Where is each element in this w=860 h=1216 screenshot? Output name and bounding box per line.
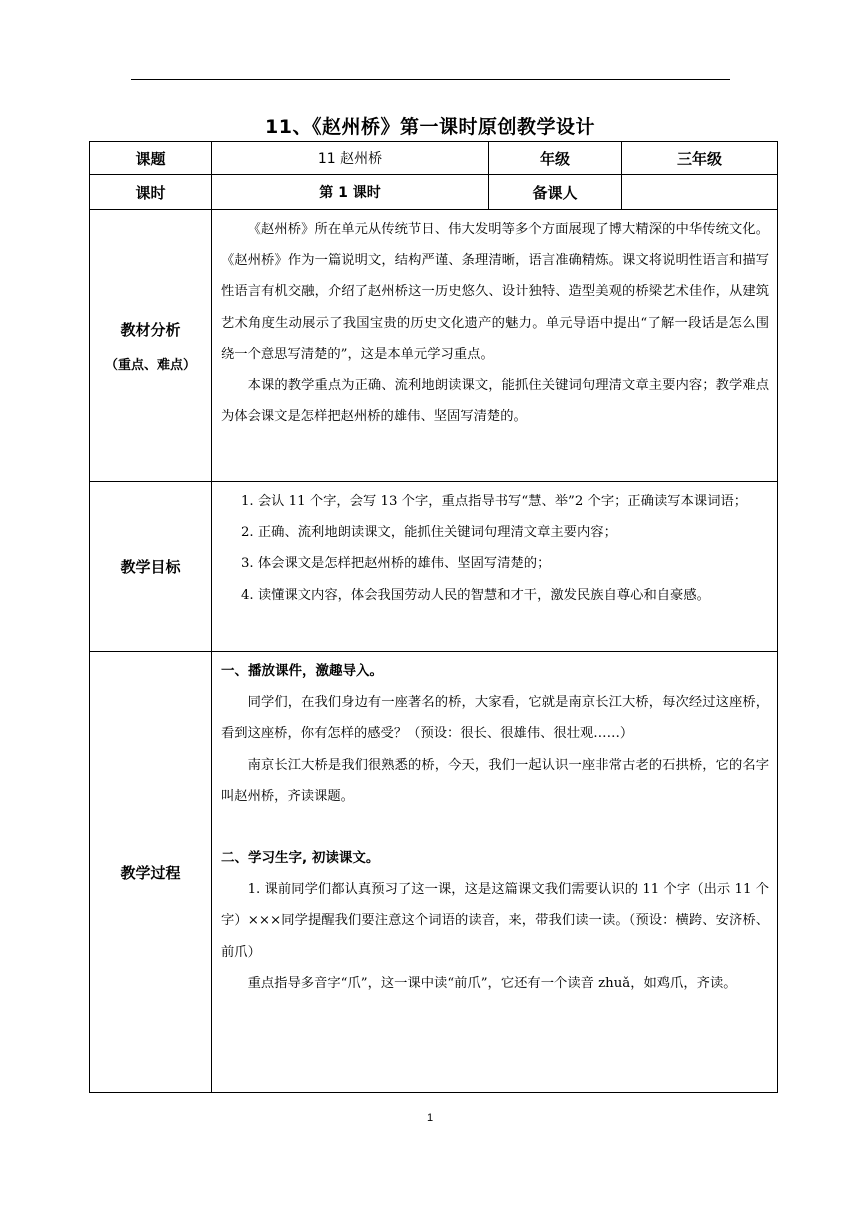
grade-label: 年级 — [489, 142, 622, 175]
analysis-paragraph: 《赵州桥》所在单元从传统节日、伟大发明等多个方面展现了博大精深的中华传统文化。《赵州桥》作为一篇说明文，结构严谨、条理清晰，语言准确精炼。课文将说明性语言和描写性语言有机交融，介绍了赵州桥这一历史悠久、设计独特、造型美观的桥梁艺术佳作，从建筑艺术角度生动展示了我国宝贵的历史文化遗产的魅力。单元导语中提出“了解一段话是怎么围绕一个意思写清楚的”，这是本单元学习重点。 — [221, 222, 769, 362]
goals-label-cell — [90, 482, 212, 652]
preparer-value — [622, 175, 778, 210]
topic-label: 课题 — [90, 142, 212, 175]
preparer-label: 备课人 — [489, 175, 622, 210]
table-row — [90, 210, 778, 482]
table-row — [90, 175, 778, 210]
process-paragraph: 重点指导多音字“爪”，这一课中读“前爪”，它还有一个读音 zhuǎ，如鸡爪，齐读。 — [247, 975, 737, 991]
analysis-label: 教材分析 — [120, 320, 181, 339]
table-row — [90, 142, 778, 175]
analysis-paragraph: 本课的教学重点为正确、流利地朗读课文，能抓住关键词句理清文章主要内容；教学难点为体会课文是怎样把赵州桥的雄伟、坚固写清楚的。 — [221, 378, 769, 425]
analysis-content — [212, 210, 778, 482]
process-section-heading: 二、学习生字, 初读课文。 — [221, 850, 380, 867]
goal-item: 4. 读懂课文内容，体会我国劳动人民的智慧和才干，激发民族自尊心和自豪感。 — [240, 587, 710, 603]
header-rule — [131, 79, 730, 80]
grade-value: 三年级 — [622, 142, 778, 175]
document-title: 11、《赵州桥》第一课时原创教学设计 — [265, 116, 595, 138]
goals-label: 教学目标 — [120, 558, 181, 576]
process-paragraph: 同学们，在我们身边有一座著名的桥，大家看，它就是南京长江大桥，每次经过这座桥，看到这座桥，你有怎样的感受？（预设：很长、很雄伟、很壮观……） — [221, 695, 769, 742]
goal-item: 3. 体会课文是怎样把赵州桥的雄伟、坚固写清楚的； — [240, 556, 551, 572]
process-section-heading: 一、播放课件，激趣导入。 — [221, 663, 383, 679]
process-paragraph: 1. 课前同学们都认真预习了这一课，这是这篇课文我们需要认识的 11 个字（出示 11 个字）×××同学提醒我们要注意这个词语的读音，来，带我们读一读。（预设：横跨、安济桥、前爪） — [221, 882, 769, 960]
table-row — [90, 482, 778, 652]
process-label: 教学过程 — [120, 863, 181, 882]
analysis-sublabel: （重点、难点） — [104, 357, 196, 373]
topic-value: 11 赵州桥 — [212, 142, 489, 175]
goal-item: 1. 会认 11 个字，会写 13 个字，重点指导书写“慧、举”2 个字；正确读写本课词语； — [240, 494, 748, 509]
analysis-label-cell — [90, 210, 212, 482]
process-label-cell — [90, 652, 212, 1093]
table-row — [90, 652, 778, 1093]
period-value: 第 1 课时 — [212, 175, 489, 210]
goals-content — [212, 482, 778, 652]
period-label: 课时 — [90, 175, 212, 210]
page-number: 1 — [426, 1112, 434, 1124]
goal-item: 2. 正确、流利地朗读课文，能抓住关键词句理清文章主要内容； — [240, 525, 617, 541]
process-content — [212, 652, 778, 1093]
lesson-plan-table — [89, 141, 778, 1093]
process-paragraph: 南京长江大桥是我们很熟悉的桥，今天，我们一起认识一座非常古老的石拱桥，它的名字叫赵州桥，齐读课题。 — [221, 757, 769, 804]
